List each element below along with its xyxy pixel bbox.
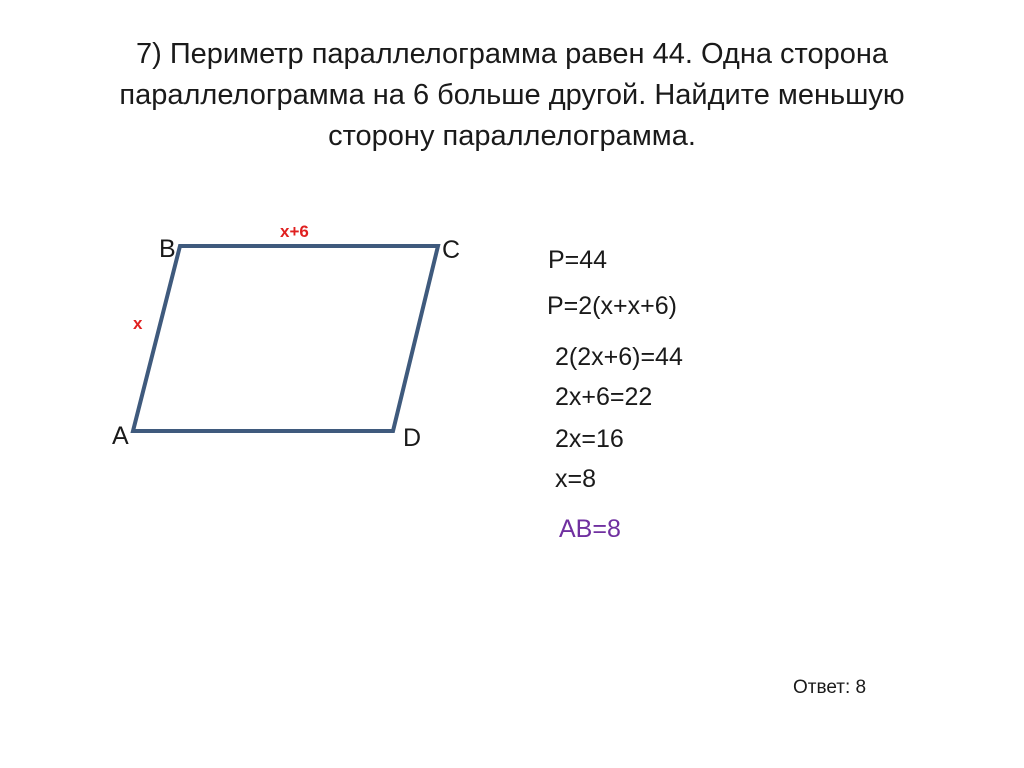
problem-line-1: 7) Периметр параллелограмма равен 44. Одна сторона bbox=[135, 38, 889, 70]
side-label-ab: x bbox=[133, 314, 143, 333]
final-answer: Ответ: 8 bbox=[793, 677, 867, 698]
solution-line: P=2(x+x+6) bbox=[547, 292, 677, 320]
problem-line-2: параллелограмма на 6 больше другой. Найдите меньшую bbox=[119, 79, 905, 111]
solution-line: 2(2x+6)=44 bbox=[555, 343, 683, 371]
solution-line: P=44 bbox=[548, 246, 608, 274]
parallelogram-outline bbox=[133, 246, 438, 431]
vertex-label-a: A bbox=[112, 422, 129, 450]
vertex-label-c: C bbox=[442, 236, 461, 264]
solution-line: x=8 bbox=[555, 465, 597, 493]
solution-line: 2x=16 bbox=[555, 425, 624, 453]
solution-result: AB=8 bbox=[559, 515, 621, 543]
parallelogram-figure bbox=[0, 0, 520, 520]
vertex-label-b: B bbox=[159, 235, 176, 263]
vertex-label-d: D bbox=[403, 424, 422, 452]
problem-line-3: сторону параллелограмма. bbox=[328, 120, 696, 152]
solution-line: 2x+6=22 bbox=[555, 383, 653, 411]
side-label-bc: x+6 bbox=[280, 222, 309, 241]
